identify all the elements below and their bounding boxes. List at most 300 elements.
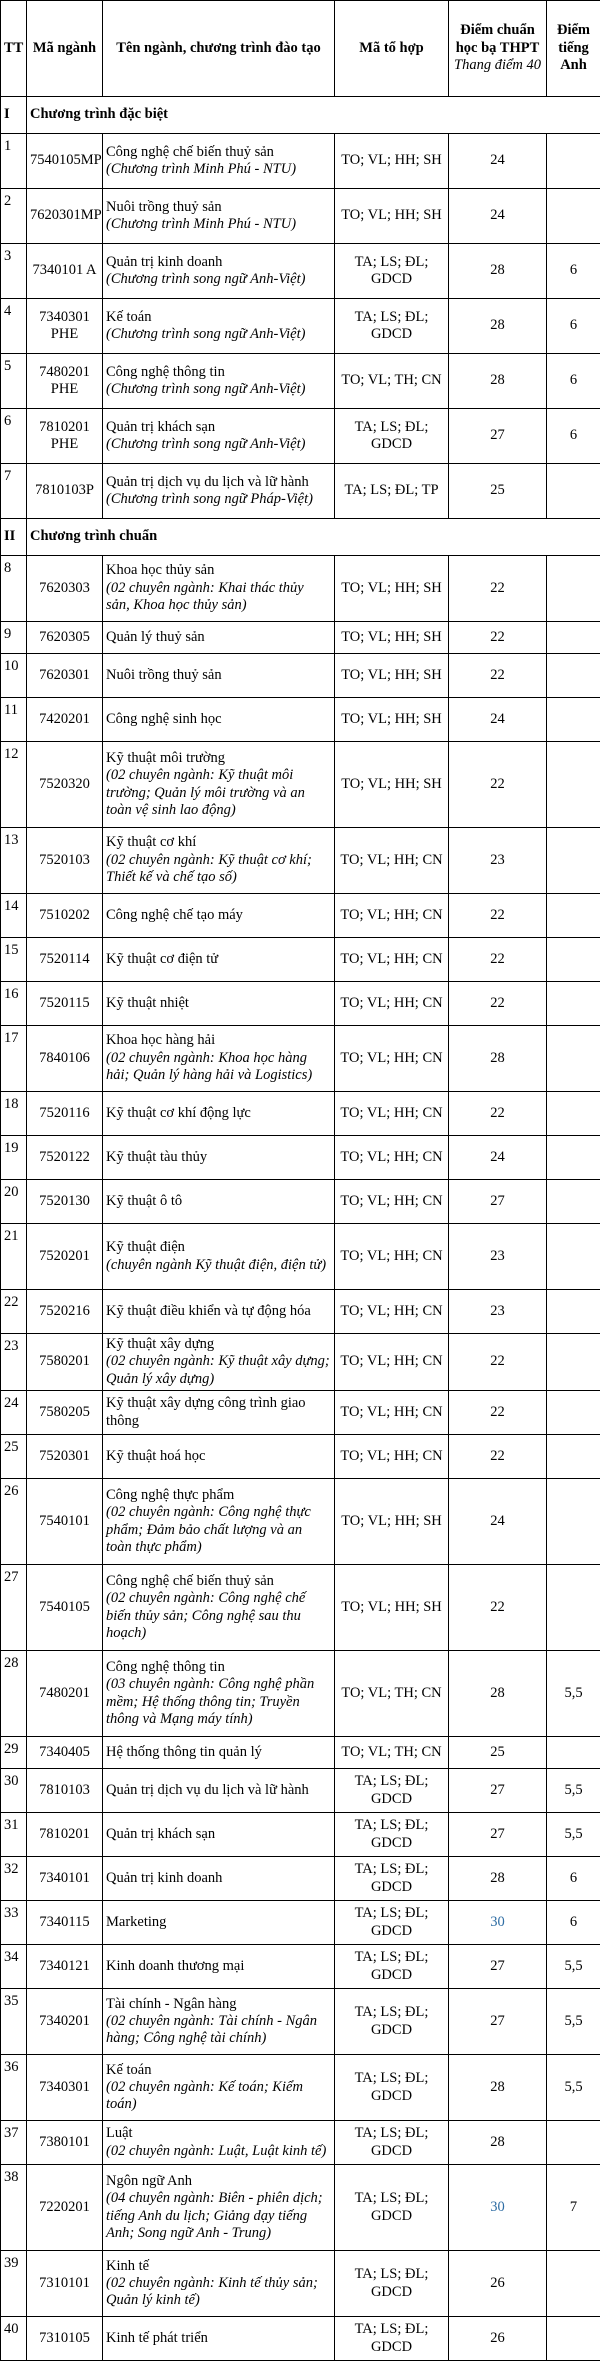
program-specialization: (02 chuyên ngành: Công nghệ chế biến thủy sản; Công nghệ sau thu hoạch): [106, 1590, 331, 1642]
row-program-name: [103, 938, 335, 982]
row-program-name: [103, 622, 335, 654]
row-tt: 33: [1, 1901, 27, 1945]
row-program-name: [103, 1945, 335, 1989]
program-title: Quản trị dịch vụ du lịch và lữ hành: [106, 474, 309, 490]
row-cutoff-score: 26: [449, 2317, 547, 2361]
table-row: [1, 1479, 600, 1565]
row-cutoff-score: 26: [449, 2251, 547, 2317]
section-title: Chương trình đặc biệt: [27, 97, 600, 134]
table-row: [1, 1989, 600, 2055]
program-title: Kinh tế: [106, 2258, 149, 2274]
program-title: Kế toán: [106, 309, 152, 325]
row-english-score: 5,5: [547, 1813, 600, 1857]
row-cutoff-score: 24: [449, 189, 547, 244]
row-english-score: [547, 2251, 600, 2317]
row-english-score: 6: [547, 1901, 600, 1945]
row-tt: 39: [1, 2251, 27, 2317]
row-tt: 20: [1, 1180, 27, 1224]
row-code: 7620305: [27, 622, 103, 654]
row-english-score: 5,5: [547, 1989, 600, 2055]
table-row: [1, 982, 600, 1026]
program-specialization: (Chương trình Minh Phú - NTU): [106, 216, 331, 233]
row-program-name: [103, 134, 335, 189]
row-code: 7620301: [27, 654, 103, 698]
row-program-name: [103, 1565, 335, 1651]
row-english-score: [547, 1136, 600, 1180]
row-code: 7420201: [27, 698, 103, 742]
row-code: 7520201: [27, 1224, 103, 1290]
row-code: 7310105: [27, 2317, 103, 2361]
row-english-score: [547, 982, 600, 1026]
row-english-score: [547, 2121, 600, 2165]
program-specialization: (02 chuyên ngành: Kỹ thuật xây dựng; Quản lý xây dựng): [106, 1353, 331, 1388]
row-code: 7480201 PHE: [27, 354, 103, 409]
row-subject-combo: TO; VL; HH; CN: [335, 1092, 449, 1136]
row-code: 7810201 PHE: [27, 409, 103, 464]
row-subject-combo: TO; VL; HH; CN: [335, 1180, 449, 1224]
row-tt: 10: [1, 654, 27, 698]
row-program-name: [103, 1651, 335, 1737]
row-code: 7620301MP: [27, 189, 103, 244]
row-english-score: [547, 189, 600, 244]
row-tt: 36: [1, 2055, 27, 2121]
row-cutoff-score: 28: [449, 244, 547, 299]
program-title: Quản trị dịch vụ du lịch và lữ hành: [106, 1782, 309, 1798]
row-cutoff-score: 22: [449, 1334, 547, 1391]
row-subject-combo: TA; LS; ĐL; GDCD: [335, 1813, 449, 1857]
row-english-score: 6: [547, 1857, 600, 1901]
row-tt: 23: [1, 1334, 27, 1391]
program-title: Kỹ thuật xây dựng: [106, 1336, 214, 1352]
row-tt: 26: [1, 1479, 27, 1565]
program-title: Kinh doanh thương mại: [106, 1958, 244, 1974]
row-subject-combo: TO; VL; TH; CN: [335, 1651, 449, 1737]
row-subject-combo: TA; LS; ĐL; GDCD: [335, 2317, 449, 2361]
row-tt: 6: [1, 409, 27, 464]
row-tt: 2: [1, 189, 27, 244]
row-english-score: [547, 894, 600, 938]
row-subject-combo: TO; VL; HH; CN: [335, 1136, 449, 1180]
row-tt: 22: [1, 1290, 27, 1334]
row-tt: 28: [1, 1651, 27, 1737]
row-code: 7540101: [27, 1479, 103, 1565]
row-code: 7540105: [27, 1565, 103, 1651]
row-subject-combo: TA; LS; ĐL; GDCD: [335, 409, 449, 464]
row-code: 7340101: [27, 1857, 103, 1901]
row-english-score: [547, 1479, 600, 1565]
table-row: [1, 244, 600, 299]
row-tt: 25: [1, 1435, 27, 1479]
row-program-name: [103, 1334, 335, 1391]
row-tt: 35: [1, 1989, 27, 2055]
header-name: Tên ngành, chương trình đào tạo: [103, 1, 335, 97]
row-english-score: 6: [547, 409, 600, 464]
table-row: [1, 556, 600, 622]
row-code: 7340301 PHE: [27, 299, 103, 354]
row-subject-combo: TO; VL; HH; SH: [335, 698, 449, 742]
program-title: Công nghệ chế biến thuỷ sản: [106, 144, 274, 160]
row-tt: 4: [1, 299, 27, 354]
row-program-name: [103, 654, 335, 698]
row-subject-combo: TO; VL; HH; SH: [335, 134, 449, 189]
row-code: 7340201: [27, 1989, 103, 2055]
row-program-name: [103, 464, 335, 519]
row-program-name: [103, 1769, 335, 1813]
table-row: [1, 1334, 600, 1391]
row-tt: 40: [1, 2317, 27, 2361]
row-cutoff-score: 24: [449, 134, 547, 189]
program-specialization: (Chương trình song ngữ Pháp-Việt): [106, 491, 331, 508]
program-specialization: (Chương trình song ngữ Anh-Việt): [106, 326, 331, 343]
row-subject-combo: TO; VL; HH; CN: [335, 1290, 449, 1334]
row-code: 7510202: [27, 894, 103, 938]
table-row: [1, 2317, 600, 2361]
row-subject-combo: TO; VL; HH; CN: [335, 828, 449, 894]
header-combo: Mã tổ hợp: [335, 1, 449, 97]
row-tt: 8: [1, 556, 27, 622]
row-cutoff-score: 25: [449, 1737, 547, 1769]
row-english-score: 6: [547, 299, 600, 354]
table-row: [1, 654, 600, 698]
row-tt: 15: [1, 938, 27, 982]
program-specialization: (Chương trình song ngữ Anh-Việt): [106, 436, 331, 453]
row-code: 7810201: [27, 1813, 103, 1857]
row-program-name: [103, 828, 335, 894]
row-program-name: [103, 1857, 335, 1901]
program-title: Kỹ thuật xây dựng công trình giao thông: [106, 1395, 306, 1428]
table-row: [1, 134, 600, 189]
program-specialization: (Chương trình song ngữ Anh-Việt): [106, 271, 331, 288]
row-subject-combo: TO; VL; HH; CN: [335, 938, 449, 982]
row-tt: 1: [1, 134, 27, 189]
table-row: [1, 828, 600, 894]
row-english-score: [547, 1565, 600, 1651]
program-title: Quản trị khách sạn: [106, 419, 215, 435]
section-title: Chương trình chuẩn: [27, 519, 600, 556]
row-subject-combo: TA; LS; ĐL; GDCD: [335, 299, 449, 354]
row-tt: 29: [1, 1737, 27, 1769]
row-cutoff-score: 22: [449, 1565, 547, 1651]
program-title: Công nghệ thông tin: [106, 364, 225, 380]
row-program-name: [103, 1224, 335, 1290]
row-code: 7340405: [27, 1737, 103, 1769]
row-cutoff-score: 28: [449, 1857, 547, 1901]
header-eng: Điểm tiếng Anh: [547, 1, 600, 97]
row-program-name: [103, 1092, 335, 1136]
row-cutoff-score: 22: [449, 1391, 547, 1435]
row-english-score: [547, 2317, 600, 2361]
row-code: 7520130: [27, 1180, 103, 1224]
header-score-title: Điểm chuẩn học bạ THPT: [456, 22, 540, 55]
row-tt: 14: [1, 894, 27, 938]
table-row: [1, 1945, 600, 1989]
row-cutoff-score: 24: [449, 1479, 547, 1565]
row-subject-combo: TO; VL; TH; CN: [335, 354, 449, 409]
program-specialization: (02 chuyên ngành: Kỹ thuật cơ khí; Thiết kế và chế tạo số): [106, 852, 331, 887]
row-code: 7520122: [27, 1136, 103, 1180]
program-title: Kỹ thuật tàu thủy: [106, 1149, 207, 1165]
row-program-name: [103, 698, 335, 742]
table-row: [1, 742, 600, 828]
row-code: 7340101 A: [27, 244, 103, 299]
program-title: Quản lý thuỷ sản: [106, 629, 205, 645]
table-row: [1, 894, 600, 938]
row-english-score: [547, 622, 600, 654]
table-row: [1, 1651, 600, 1737]
row-code: 7520301: [27, 1435, 103, 1479]
program-title: Kỹ thuật cơ điện tử: [106, 951, 218, 967]
row-cutoff-score: 22: [449, 622, 547, 654]
program-specialization: (04 chuyên ngành: Biên - phiên dịch; tiếng Anh du lịch; Giảng dạy tiếng Anh; Song ngữ Anh - Trung): [106, 2190, 331, 2242]
program-title: Kỹ thuật điều khiển và tự động hóa: [106, 1303, 311, 1319]
row-english-score: [547, 464, 600, 519]
header-score-scale: Thang điểm 40: [454, 57, 541, 73]
row-cutoff-score: 22: [449, 556, 547, 622]
table-body: [1, 97, 600, 2361]
row-program-name: [103, 556, 335, 622]
program-title: Hệ thống thông tin quản lý: [106, 1744, 262, 1760]
header-code: Mã ngành: [27, 1, 103, 97]
row-program-name: [103, 2251, 335, 2317]
table-row: [1, 1435, 600, 1479]
row-tt: 32: [1, 1857, 27, 1901]
program-title: Công nghệ thực phẩm: [106, 1487, 234, 1503]
row-code: 7340301: [27, 2055, 103, 2121]
row-tt: 19: [1, 1136, 27, 1180]
row-tt: 3: [1, 244, 27, 299]
row-tt: 5: [1, 354, 27, 409]
row-english-score: [547, 698, 600, 742]
row-program-name: [103, 894, 335, 938]
row-subject-combo: TO; VL; HH; SH: [335, 556, 449, 622]
table-row: [1, 354, 600, 409]
row-code: 7620303: [27, 556, 103, 622]
row-cutoff-score: 27: [449, 1945, 547, 1989]
table-row: [1, 1857, 600, 1901]
row-cutoff-score: 30: [449, 1901, 547, 1945]
section-number: I: [1, 97, 27, 134]
row-cutoff-score: 22: [449, 982, 547, 1026]
table-row: [1, 409, 600, 464]
row-english-score: 5,5: [547, 1769, 600, 1813]
row-code: 7340121: [27, 1945, 103, 1989]
program-specialization: (02 chuyên ngành: Khoa học hàng hải; Quản lý hàng hải và Logistics): [106, 1050, 331, 1085]
row-cutoff-score: 28: [449, 2055, 547, 2121]
row-english-score: [547, 1224, 600, 1290]
row-subject-combo: TO; VL; HH; CN: [335, 1224, 449, 1290]
row-subject-combo: TA; LS; ĐL; GDCD: [335, 2165, 449, 2251]
program-title: Luật: [106, 2125, 133, 2141]
row-subject-combo: TA; LS; ĐL; GDCD: [335, 2055, 449, 2121]
row-tt: 31: [1, 1813, 27, 1857]
table-row: [1, 1290, 600, 1334]
row-code: 7810103P: [27, 464, 103, 519]
row-code: 7520103: [27, 828, 103, 894]
row-english-score: [547, 1737, 600, 1769]
row-subject-combo: TO; VL; HH; SH: [335, 622, 449, 654]
table-row: [1, 1737, 600, 1769]
row-subject-combo: TO; VL; HH; CN: [335, 982, 449, 1026]
row-tt: 27: [1, 1565, 27, 1651]
program-title: Nuôi trồng thuỷ sản: [106, 667, 222, 683]
row-english-score: [547, 742, 600, 828]
row-tt: 18: [1, 1092, 27, 1136]
row-tt: 38: [1, 2165, 27, 2251]
row-cutoff-score: 28: [449, 1026, 547, 1092]
row-english-score: [547, 1290, 600, 1334]
row-english-score: [547, 1391, 600, 1435]
row-subject-combo: TO; VL; HH; CN: [335, 1026, 449, 1092]
row-english-score: [547, 654, 600, 698]
row-tt: 37: [1, 2121, 27, 2165]
row-cutoff-score: 22: [449, 1435, 547, 1479]
row-english-score: 5,5: [547, 1651, 600, 1737]
row-code: 7520115: [27, 982, 103, 1026]
row-cutoff-score: 27: [449, 409, 547, 464]
program-specialization: (02 chuyên ngành: Công nghệ thực phẩm; Đảm bảo chất lượng và an toàn thực phẩm): [106, 1504, 331, 1556]
row-english-score: 6: [547, 354, 600, 409]
row-program-name: [103, 354, 335, 409]
table-row: [1, 938, 600, 982]
row-cutoff-score: 23: [449, 1290, 547, 1334]
program-specialization: (Chương trình song ngữ Anh-Việt): [106, 381, 331, 398]
row-subject-combo: TA; LS; ĐL; GDCD: [335, 244, 449, 299]
row-english-score: [547, 556, 600, 622]
program-title: Kỹ thuật hoá học: [106, 1448, 205, 1464]
row-cutoff-score: 24: [449, 1136, 547, 1180]
table-row: [1, 1224, 600, 1290]
program-title: Kỹ thuật điện: [106, 1239, 185, 1255]
program-specialization: (02 chuyên ngành: Tài chính - Ngân hàng; Công nghệ tài chính): [106, 2013, 331, 2048]
row-code: 7810103: [27, 1769, 103, 1813]
row-subject-combo: TA; LS; ĐL; GDCD: [335, 2251, 449, 2317]
program-title: Kinh tế phát triển: [106, 2330, 208, 2346]
row-program-name: [103, 1989, 335, 2055]
row-subject-combo: TA; LS; ĐL; GDCD: [335, 2121, 449, 2165]
row-tt: 21: [1, 1224, 27, 1290]
row-subject-combo: TO; VL; HH; SH: [335, 189, 449, 244]
row-english-score: [547, 938, 600, 982]
row-cutoff-score: 28: [449, 354, 547, 409]
row-subject-combo: TA; LS; ĐL; GDCD: [335, 1901, 449, 1945]
table-row: [1, 464, 600, 519]
row-program-name: [103, 1737, 335, 1769]
row-tt: 11: [1, 698, 27, 742]
row-program-name: [103, 2165, 335, 2251]
row-subject-combo: TA; LS; ĐL; TP: [335, 464, 449, 519]
row-english-score: [547, 828, 600, 894]
row-tt: 24: [1, 1391, 27, 1435]
program-specialization: (02 chuyên ngành: Khai thác thủy sản, Khoa học thủy sản): [106, 580, 331, 615]
row-subject-combo: TO; VL; HH; CN: [335, 1334, 449, 1391]
program-title: Marketing: [106, 1914, 166, 1930]
row-program-name: [103, 1813, 335, 1857]
table-row: [1, 1136, 600, 1180]
row-cutoff-score: 23: [449, 828, 547, 894]
row-cutoff-score: 28: [449, 299, 547, 354]
row-subject-combo: TO; VL; HH; SH: [335, 1479, 449, 1565]
row-program-name: [103, 1391, 335, 1435]
row-tt: 12: [1, 742, 27, 828]
row-code: 7480201: [27, 1651, 103, 1737]
section-row: [1, 519, 600, 556]
row-cutoff-score: 27: [449, 1813, 547, 1857]
row-subject-combo: TO; VL; HH; CN: [335, 1435, 449, 1479]
program-specialization: (02 chuyên ngành: Kỹ thuật môi trường; Quản lý môi trường và an toàn vệ sinh lao động): [106, 767, 331, 819]
program-title: Quản trị kinh doanh: [106, 254, 222, 270]
row-program-name: [103, 1026, 335, 1092]
row-code: 7540105MP: [27, 134, 103, 189]
row-program-name: [103, 742, 335, 828]
program-title: Kỹ thuật môi trường: [106, 750, 225, 766]
table-row: [1, 698, 600, 742]
row-english-score: [547, 1026, 600, 1092]
program-title: Kỹ thuật cơ khí động lực: [106, 1105, 251, 1121]
row-cutoff-score: 27: [449, 1769, 547, 1813]
row-subject-combo: TO; VL; HH; CN: [335, 894, 449, 938]
row-program-name: [103, 2121, 335, 2165]
row-code: 7580205: [27, 1391, 103, 1435]
row-subject-combo: TO; VL; HH; SH: [335, 1565, 449, 1651]
section-row: [1, 97, 600, 134]
table-header-row: [1, 1, 600, 97]
row-program-name: [103, 244, 335, 299]
row-subject-combo: TO; VL; TH; CN: [335, 1737, 449, 1769]
section-number: II: [1, 519, 27, 556]
program-specialization: (02 chuyên ngành: Kinh tế thủy sản; Quản lý kinh tế): [106, 2275, 331, 2310]
row-program-name: [103, 1479, 335, 1565]
row-program-name: [103, 409, 335, 464]
table-row: [1, 2165, 600, 2251]
table-row: [1, 1391, 600, 1435]
row-tt: 9: [1, 622, 27, 654]
program-specialization: (02 chuyên ngành: Kế toán; Kiểm toán): [106, 2079, 331, 2114]
row-subject-combo: TO; VL; HH; SH: [335, 654, 449, 698]
program-title: Kỹ thuật nhiệt: [106, 995, 189, 1011]
row-tt: 13: [1, 828, 27, 894]
row-cutoff-score: 24: [449, 698, 547, 742]
row-subject-combo: TO; VL; HH; CN: [335, 1391, 449, 1435]
row-code: 7310101: [27, 2251, 103, 2317]
row-program-name: [103, 1180, 335, 1224]
row-tt: 17: [1, 1026, 27, 1092]
row-cutoff-score: 30: [449, 2165, 547, 2251]
row-code: 7520216: [27, 1290, 103, 1334]
row-code: 7520114: [27, 938, 103, 982]
row-english-score: [547, 134, 600, 189]
program-specialization: (Chương trình Minh Phú - NTU): [106, 161, 331, 178]
row-program-name: [103, 2317, 335, 2361]
row-program-name: [103, 1901, 335, 1945]
row-code: 7220201: [27, 2165, 103, 2251]
row-code: 7340115: [27, 1901, 103, 1945]
program-title: Công nghệ sinh học: [106, 711, 222, 727]
row-code: 7580201: [27, 1334, 103, 1391]
row-subject-combo: TA; LS; ĐL; GDCD: [335, 1945, 449, 1989]
row-cutoff-score: 22: [449, 894, 547, 938]
program-specialization: (03 chuyên ngành: Công nghệ phần mềm; Hệ thống thông tin; Truyền thông và Mạng máy tính): [106, 1676, 331, 1728]
program-title: Công nghệ thông tin: [106, 1659, 225, 1675]
table-row: [1, 299, 600, 354]
header-tt: TT: [1, 1, 27, 97]
program-specialization: (chuyên ngành Kỹ thuật điện, điện tử): [106, 1257, 331, 1274]
row-program-name: [103, 1435, 335, 1479]
program-title: Công nghệ chế tạo máy: [106, 907, 243, 923]
program-title: Công nghệ chế biến thuỷ sản: [106, 1573, 274, 1589]
row-subject-combo: TA; LS; ĐL; GDCD: [335, 1989, 449, 2055]
row-cutoff-score: 27: [449, 1180, 547, 1224]
table-row: [1, 1901, 600, 1945]
